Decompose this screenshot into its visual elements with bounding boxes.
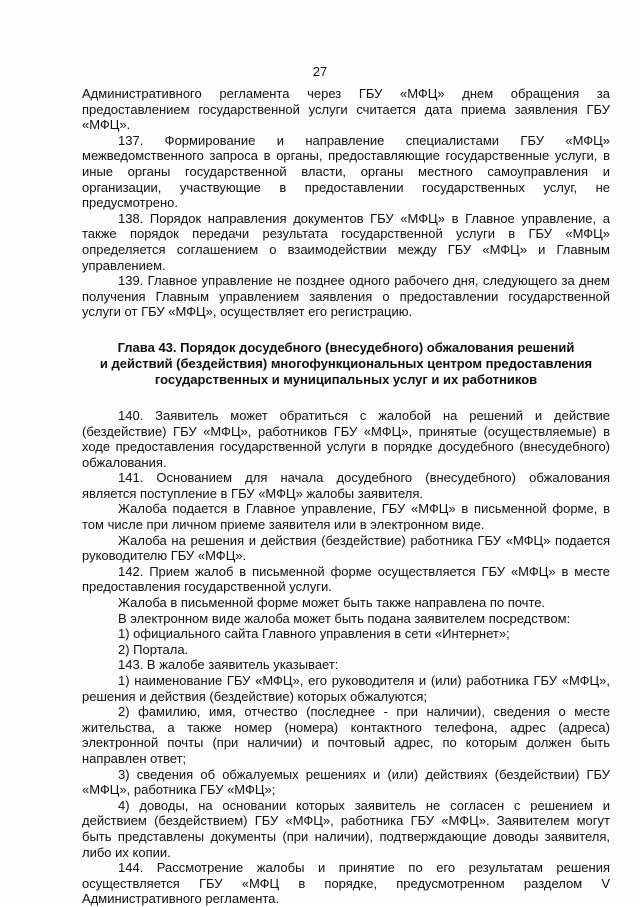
paragraph-142: 142. Прием жалоб в письменной форме осуществляется ГБУ «МФЦ» в месте предоставления государственной услуги. bbox=[82, 563, 610, 595]
paragraph-139: 139. Главное управление не позднее одного рабочего дня, следующего за днем получения Главным управлением заявления о предоставлении государственной услуги от ГБУ «МФЦ», осуществляет его регистрацию. bbox=[82, 273, 610, 320]
chapter-heading-line-1: Глава 43. Порядок досудебного (внесудебного) обжалования решений bbox=[117, 339, 575, 355]
list-item-143-1: 1) наименование ГБУ «МФЦ», его руководителя и (или) работника ГБУ «МФЦ», решения и действия (бездействие) которых обжалуются; bbox=[82, 673, 610, 704]
paragraph-electronic-complaint: В электронном виде жалоба может быть подана заявителем посредством: bbox=[118, 610, 571, 626]
list-item-143-3: 3) сведения об обжалуемых решениях и (или) действиях (бездействии) ГБУ «МФЦ», работника ГБУ «МФЦ»; bbox=[82, 766, 610, 798]
paragraph-postal-complaint: Жалоба в письменной форме может быть также направлена по почте. bbox=[118, 595, 546, 611]
list-item-143-2: 2) фамилию, имя, отчество (последнее - при наличии), сведения о месте жительства, а также номер (номера) контактного телефона, адрес (адреса) электронной почты (при наличии) и почтовый адрес, по которым должен быть направлен ответ; bbox=[82, 704, 610, 766]
paragraph-140: 140. Заявитель может обратиться с жалобой на решений и действие (бездействие) ГБУ «МФЦ», работников ГБУ «МФЦ», принятые (осуществляемые) в ходе предоставления государственной услуги в порядке досудебного (внесудебного) обжалования. bbox=[82, 407, 610, 470]
paragraph-143: 143. В жалобе заявитель указывает: bbox=[118, 657, 339, 673]
paragraph-complaint-submission: Жалоба подается в Главное управление, ГБУ «МФЦ» в письменной форме, в том числе при личном приеме заявителя или в электронном виде. bbox=[82, 501, 610, 533]
paragraph-141: 141. Основанием для начала досудебного (внесудебного) обжалования является поступление в ГБУ «МФЦ» жалобы заявителя. bbox=[82, 470, 610, 501]
paragraph-138: 138. Порядок направления документов ГБУ «МФЦ» в Главное управление, а также порядок передачи результата государственной услуги в ГБУ «МФЦ» определяется соглашением о взаимодействии между ГБУ «МФЦ» и Главным управлением. bbox=[82, 210, 610, 273]
paragraph-continuation: Административного регламента через ГБУ «МФЦ» днем обращения за предоставлением государственной услуги считается дата приема заявления ГБУ «МФЦ». bbox=[82, 86, 610, 133]
paragraph-complaint-to-head: Жалоба на решения и действия (бездействие) работника ГБУ «МФЦ» подается руководителю ГБУ «МФЦ». bbox=[82, 532, 610, 564]
paragraph-137: 137. Формирование и направление специалистами ГБУ «МФЦ» межведомственного запроса в органы, предоставляющие государственные услуги, в иные органы государственной власти, органы местного самоуправления и организации, участвующие в предоставлении государственных услуг, не предусмотрено. bbox=[82, 132, 610, 211]
page-number: 27 bbox=[312, 64, 328, 79]
chapter-43-heading bbox=[82, 340, 610, 388]
document-body bbox=[82, 86, 610, 907]
chapter-heading-line-3: государственных и муниципальных услуг и их работников bbox=[154, 371, 538, 387]
chapter-heading-line-2: и действий (бездействия) многофункциональных центром предоставления bbox=[99, 355, 593, 371]
list-item-portal: 2) Портала. bbox=[118, 641, 189, 657]
list-item-official-site: 1) официального сайта Главного управления в сети «Интернет»; bbox=[118, 626, 510, 642]
list-item-143-4: 4) доводы, на основании которых заявитель не согласен с решением и действием (бездействием) ГБУ «МФЦ», работника ГБУ «МФЦ». Заявителем могут быть представлены документы (при наличии), подтверждающие доводы заявителя, либо их копии. bbox=[82, 797, 610, 860]
paragraph-144: 144. Рассмотрение жалобы и принятие по его результатам решения осуществляется ГБУ «МФЦ в порядке, предусмотренном разделом V Административного регламента. bbox=[82, 860, 610, 907]
